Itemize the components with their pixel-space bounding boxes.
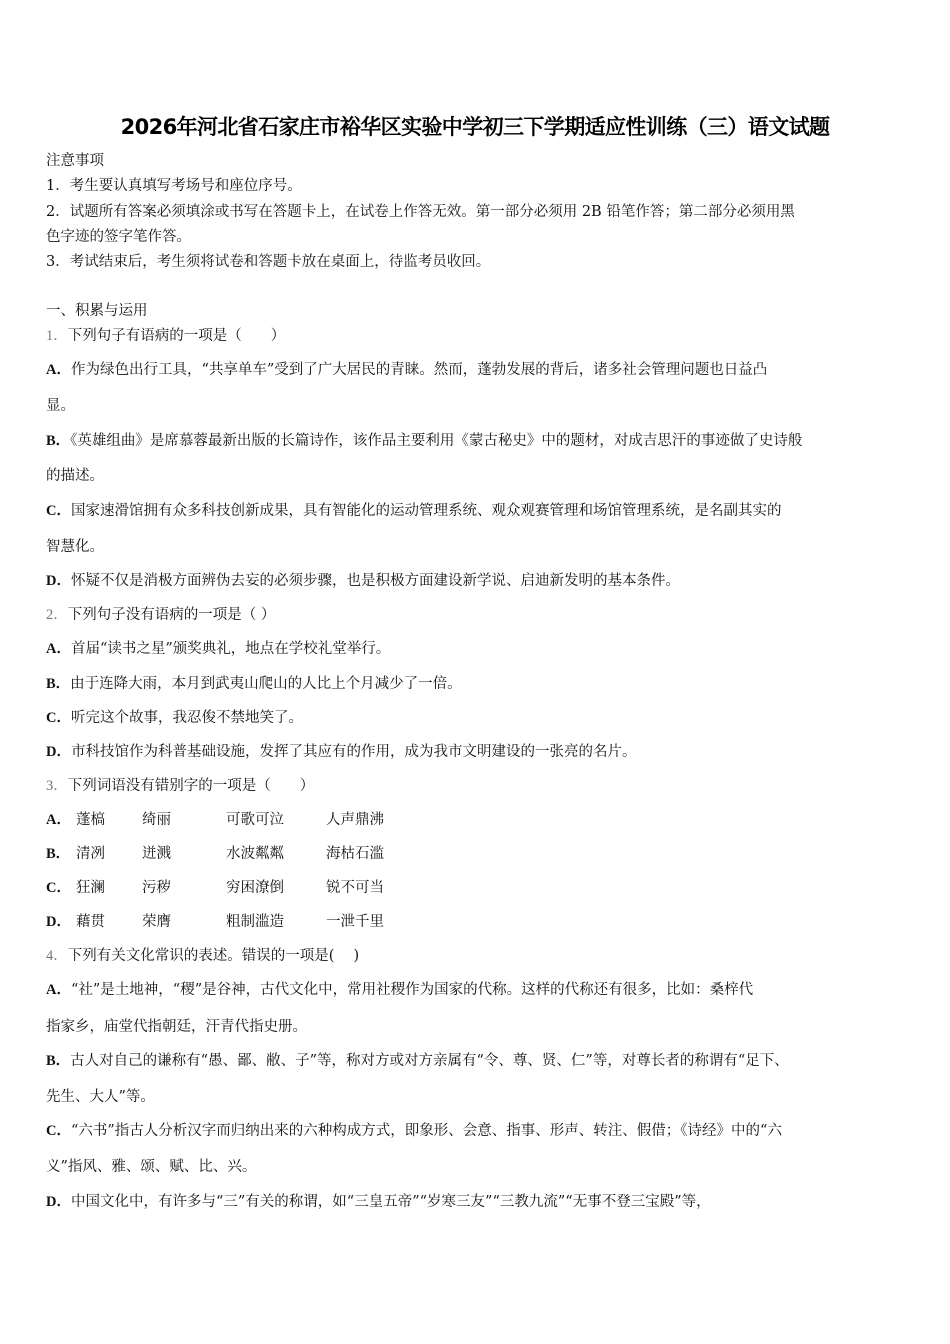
question-4-option-a: A．“社”是土地神，“稷”是谷神，古代文化中，常用社稷作为国家的代称。这样的代称还有很多，比如：桑梓代 (46, 982, 754, 998)
question-number: 1． (46, 328, 68, 344)
option-letter: B． (46, 1053, 71, 1069)
option-letter: A． (46, 982, 71, 998)
option-letter: B． (46, 676, 71, 692)
option-letter: A． (46, 641, 71, 657)
question-1-option-c-cont: 智慧化。 (46, 539, 104, 555)
option-letter: D． (46, 1194, 71, 1210)
word: 蓬槁 (76, 812, 105, 828)
word: 锐不可当 (326, 880, 384, 896)
question-4-option-c: C．“六书”指古人分析汉字而归纳出来的六种构成方式，即象形、会意、指事、形声、转注、假借；《诗经》中的“六 (46, 1123, 782, 1139)
notice-item: 1．考生要认真填写考场号和座位序号。 (46, 178, 302, 194)
question-1-option-b: B．《英雄组曲》是席慕蓉最新出版的长篇诗作，该作品主要利用《蒙古秘史》中的题材，对成吉思汗的事迹做了史诗般 (46, 433, 803, 449)
word: 可歌可泣 (226, 812, 284, 828)
question-4-option-b: B．古人对自己的谦称有“愚、鄙、敝、子”等，称对方或对方亲属有“令、尊、贤、仁”等，对尊长者的称谓有“足下、 (46, 1053, 789, 1069)
question-3-option-a (46, 811, 466, 829)
question-4-option-a-cont: 指家乡，庙堂代指朝廷，汗青代指史册。 (46, 1019, 307, 1035)
question-number: 2． (46, 607, 68, 623)
question-3-option-d (46, 913, 466, 931)
word: 污秽 (142, 880, 171, 896)
section-heading: 一、积累与运用 (46, 303, 148, 319)
option-letter: A． (46, 812, 71, 828)
question-3-stem: 3．下列词语没有错别字的一项是（ ） (46, 778, 315, 794)
question-2-option-c: C．听完这个故事，我忍俊不禁地笑了。 (46, 710, 303, 726)
word: 水波粼粼 (226, 846, 284, 862)
option-letter: C． (46, 880, 71, 896)
option-letter: C． (46, 1123, 71, 1139)
question-3-option-b (46, 845, 466, 863)
notice-item: 2．试题所有答案必须填涂或书写在答题卡上，在试卷上作答无效。第一部分必须用 2B 铅笔作答；第二部分必须用黑 (46, 204, 795, 220)
option-letter: A． (46, 362, 71, 378)
option-letter: D． (46, 573, 71, 589)
option-letter: B． (46, 433, 71, 449)
question-3-option-c (46, 879, 466, 897)
question-1-option-b-cont: 的描述。 (46, 468, 104, 484)
question-4-stem: 4．下列有关文化常识的表述。错误的一项是( ) (46, 948, 360, 964)
word: 狂澜 (76, 880, 105, 896)
question-2-option-b: B．由于连降大雨，本月到武夷山爬山的人比上个月减少了一倍。 (46, 676, 462, 692)
question-2-stem: 2．下列句子没有语病的一项是（ ） (46, 607, 276, 623)
question-1-stem: 1．下列句子有语病的一项是（ ） (46, 328, 286, 344)
question-4-option-d: D．中国文化中，有许多与“三”有关的称谓，如“三皇五帝”“岁寒三友”“三教九流”“无事不登三宝殿”等， (46, 1194, 711, 1210)
word: 荣膺 (142, 914, 171, 930)
notice-item: 色字迹的签字笔作答。 (46, 229, 191, 245)
question-2-option-d: D．市科技馆作为科普基础设施，发挥了其应有的作用，成为我市文明建设的一张亮的名片。 (46, 744, 637, 760)
question-number: 4． (46, 948, 68, 964)
question-1-option-a: A．作为绿色出行工具，“共享单车”受到了广大居民的青睐。然而，蓬勃发展的背后，诸多社会管理问题也日益凸 (46, 362, 768, 378)
page-title: 2026年河北省石家庄市裕华区实验中学初三下学期适应性训练（三）语文试题 (120, 115, 830, 139)
question-4-option-b-cont: 先生、大人”等。 (46, 1089, 155, 1105)
word: 海枯石滥 (326, 846, 384, 862)
word: 人声鼎沸 (326, 812, 384, 828)
word: 藉贯 (76, 914, 105, 930)
notice-item: 3．考试结束后，考生须将试卷和答题卡放在桌面上，待监考员收回。 (46, 254, 491, 270)
question-1-option-a-cont: 显。 (46, 398, 75, 414)
option-letter: D． (46, 914, 71, 930)
option-letter: C． (46, 503, 71, 519)
notice-heading: 注意事项 (46, 153, 104, 169)
question-4-option-c-cont: 义”指风、雅、颂、赋、比、兴。 (46, 1159, 257, 1175)
question-1-option-d: D．怀疑不仅是消极方面辨伪去妄的必须步骤，也是积极方面建设新学说、启迪新发明的基本条件。 (46, 573, 680, 589)
word: 迸溅 (142, 846, 171, 862)
word: 粗制滥造 (226, 914, 284, 930)
option-letter: B． (46, 846, 71, 862)
word: 清冽 (76, 846, 105, 862)
option-letter: C． (46, 710, 71, 726)
question-2-option-a: A．首届“读书之星”颁奖典礼，地点在学校礼堂举行。 (46, 641, 391, 657)
question-number: 3． (46, 778, 68, 794)
word: 一泄千里 (326, 914, 384, 930)
option-letter: D． (46, 744, 71, 760)
word: 绮丽 (142, 812, 171, 828)
question-1-option-c: C．国家速滑馆拥有众多科技创新成果，具有智能化的运动管理系统、观众观赛管理和场馆管理系统，是名副其实的 (46, 503, 782, 519)
word: 穷困潦倒 (226, 880, 284, 896)
